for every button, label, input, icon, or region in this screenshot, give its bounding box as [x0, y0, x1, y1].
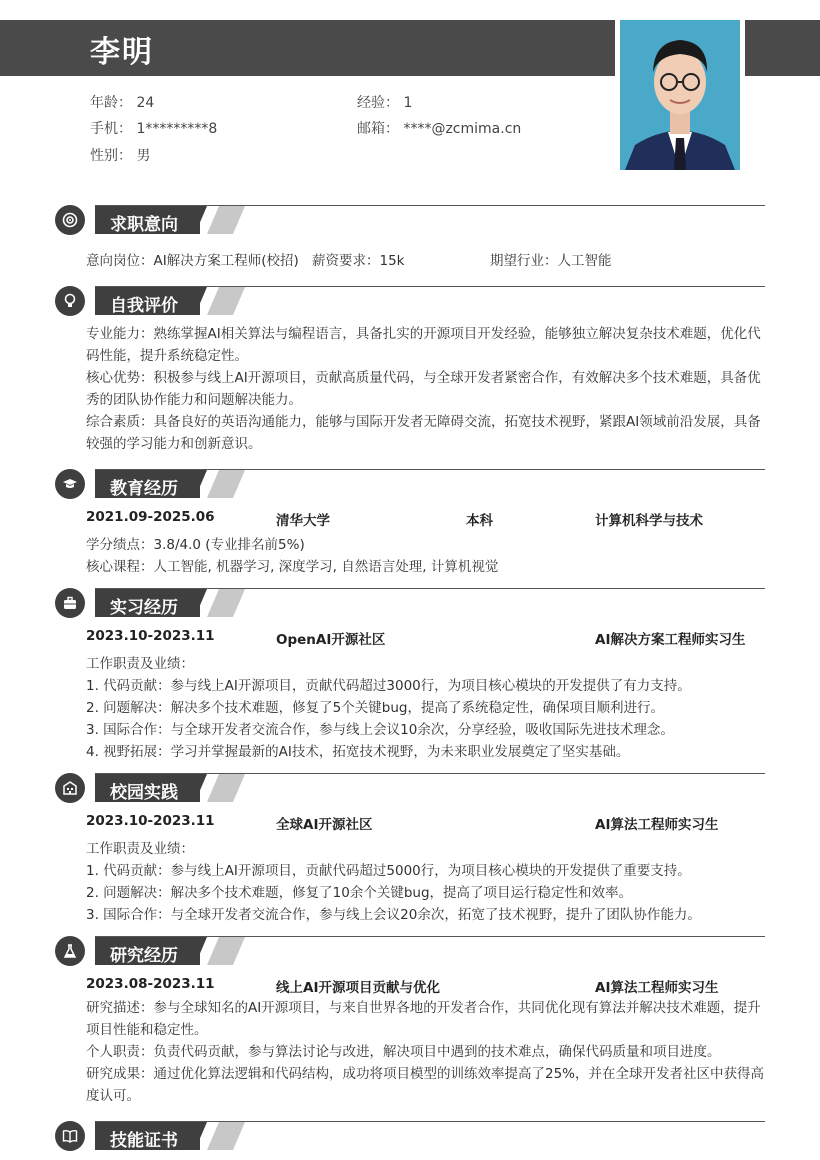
- section-title: 求职意向: [110, 215, 178, 235]
- edu-major: 计算机科学与技术: [595, 513, 703, 529]
- flask-icon: [55, 936, 85, 966]
- campus-date: 2023.10-2023.11: [86, 813, 215, 829]
- campus-role: AI算法工程师实习生: [595, 817, 719, 833]
- research-description: 研究描述：参与全球知名的AI开源项目，与来自世界各地的开发者合作，共同优化现有算法并解决技术难题，提升项目性能和稳定性。: [86, 1000, 761, 1038]
- edu-gpa: 学分绩点：3.8/4.0 (专业排名前5%): [86, 537, 305, 553]
- building-icon: [55, 773, 85, 803]
- gender-field: 性别： 男: [90, 148, 151, 164]
- phone-field: 手机： 1*********8: [90, 121, 218, 137]
- research-role: AI算法工程师实习生: [595, 980, 719, 996]
- book-icon: [55, 1121, 85, 1151]
- section-header-intent: [55, 205, 765, 237]
- edu-degree: 本科: [466, 513, 493, 529]
- intern-org: OpenAI开源社区: [276, 632, 386, 648]
- self-eval-strengths: 核心优势：积极参与线上AI开源项目，贡献高质量代码，与全球开发者紧密合作，有效解决多个技术难题，具备优秀的团队协作能力和问题解决能力。: [86, 370, 761, 408]
- campus-duty-label: 工作职责及业绩：: [86, 841, 194, 857]
- lightbulb-icon: [55, 286, 85, 316]
- section-header-internship: [55, 588, 765, 620]
- briefcase-icon: [55, 588, 85, 618]
- section-header-skills: [55, 1121, 765, 1153]
- section-title: 技能证书: [110, 1131, 178, 1151]
- section-header-education: [55, 469, 765, 501]
- intern-item: 3. 国际合作：与全球开发者交流合作，参与线上会议10余次，分享经验，吸收国际先进技术理念。: [86, 722, 674, 738]
- self-eval-skills: 专业能力：熟练掌握AI相关算法与编程语言，具备扎实的开源项目开发经验，能够独立解决复杂技术难题，优化代码性能，提升系统稳定性。: [86, 326, 761, 364]
- campus-item: 3. 国际合作：与全球开发者交流合作，参与线上会议20余次，拓宽了技术视野，提升了团队协作能力。: [86, 907, 701, 923]
- section-title: 自我评价: [110, 296, 178, 316]
- intern-item: 2. 问题解决：解决多个技术难题，修复了5个关键bug，提高了系统稳定性，确保项目顺利进行。: [86, 700, 664, 716]
- header-bar-right: [745, 20, 820, 76]
- section-title: 校园实践: [110, 783, 178, 803]
- graduation-cap-icon: [55, 469, 85, 499]
- profile-photo: [620, 20, 740, 170]
- research-result: 研究成果：通过优化算法逻辑和代码结构，成功将项目模型的训练效率提高了25%，并在全球开发者社区中获得高度认可。: [86, 1066, 765, 1104]
- section-title: 研究经历: [110, 946, 178, 966]
- target-icon: [55, 205, 85, 235]
- intern-date: 2023.10-2023.11: [86, 628, 215, 644]
- section-header-self: [55, 286, 765, 318]
- intent-position: 意向岗位：AI解决方案工程师(校招): [86, 253, 299, 269]
- section-title: 实习经历: [110, 598, 178, 618]
- campus-item: 1. 代码贡献：参与线上AI开源项目，贡献代码超过5000行，为项目核心模块的开发提供了重要支持。: [86, 863, 691, 879]
- intent-industry: 期望行业：人工智能: [490, 253, 612, 269]
- intern-item: 1. 代码贡献：参与线上AI开源项目，贡献代码超过3000行，为项目核心模块的开发提供了有力支持。: [86, 678, 691, 694]
- edu-school: 清华大学: [276, 513, 330, 529]
- intern-role: AI解决方案工程师实习生: [595, 632, 746, 648]
- edu-courses: 核心课程：人工智能, 机器学习, 深度学习, 自然语言处理, 计算机视觉: [86, 559, 499, 575]
- research-duty: 个人职责：负责代码贡献，参与算法讨论与改进，解决项目中遇到的技术难点，确保代码质量和项目进度。: [86, 1044, 721, 1060]
- intern-item: 4. 视野拓展：学习并掌握最新的AI技术，拓宽技术视野，为未来职业发展奠定了坚实基础。: [86, 744, 630, 760]
- intern-duty-label: 工作职责及业绩：: [86, 656, 194, 672]
- self-eval-qualities: 综合素质：具备良好的英语沟通能力，能够与国际开发者无障碍交流，拓宽技术视野，紧跟AI领域前沿发展，具备较强的学习能力和创新意识。: [86, 414, 761, 452]
- section-title: 教育经历: [110, 479, 178, 499]
- experience-field: 经验： 1: [357, 95, 413, 111]
- intent-salary: 薪资要求：15k: [312, 253, 405, 269]
- campus-org: 全球AI开源社区: [276, 817, 373, 833]
- section-header-research: [55, 936, 765, 968]
- campus-item: 2. 问题解决：解决多个技术难题，修复了10余个关键bug，提高了项目运行稳定性和效率。: [86, 885, 633, 901]
- email-field: 邮箱： ****@zcmima.cn: [357, 121, 522, 137]
- research-date: 2023.08-2023.11: [86, 976, 215, 992]
- candidate-name: 李明: [90, 35, 154, 70]
- research-project: 线上AI开源项目贡献与优化: [276, 980, 440, 996]
- edu-date: 2021.09-2025.06: [86, 509, 215, 525]
- section-header-campus: [55, 773, 765, 805]
- age-field: 年龄： 24: [90, 95, 155, 111]
